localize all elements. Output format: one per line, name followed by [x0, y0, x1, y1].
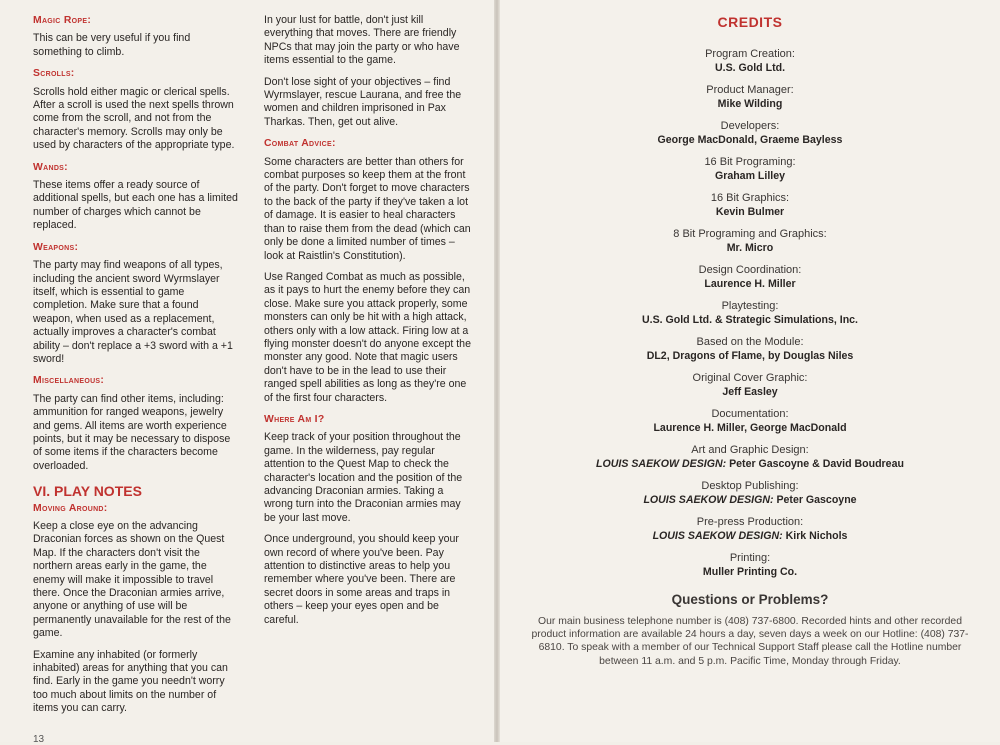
credit-entry: [500, 119, 1000, 147]
credit-name: Peter Gascoyne & David Boudreau: [729, 458, 904, 470]
credit-name-line: [500, 97, 1000, 111]
credit-entry: [500, 515, 1000, 543]
credit-role: Based on the Module:: [696, 336, 804, 348]
where-am-i-text-1: Keep track of your position throughout the game. In the wilderness, pay regular attention to the Quest Map to check the character's location and the position of the advancing Draconian armies. Taking a wrong turn into the Draconian armies may be your last move.: [264, 431, 463, 524]
credit-firm: LOUIS SAEKOW DESIGN:: [652, 530, 783, 542]
where-am-i-text-2: Once underground, you should keep your own record of where you've been. Pay attention to distinctive areas to help you remember where you've been. There are secret doors in some areas and traps in others – keep your eyes open and be careful.: [264, 533, 459, 626]
left-column-2: [264, 14, 474, 635]
credit-role: Art and Graphic Design:: [691, 444, 809, 456]
credit-name: Laurence H. Miller, George MacDonald: [653, 422, 847, 434]
page-number: 13: [33, 734, 45, 745]
credit-entry: [500, 155, 1000, 183]
credit-entry: [500, 191, 1000, 219]
credit-role: Program Creation:: [705, 48, 795, 60]
credit-role: Developers:: [720, 120, 780, 132]
credit-name: Mr. Micro: [726, 242, 774, 254]
credit-name: U.S. Gold Ltd.: [714, 62, 786, 74]
left-page: [0, 0, 497, 745]
credit-name-line: [500, 61, 1000, 75]
credit-role: 16 Bit Graphics:: [710, 192, 790, 204]
credit-role: 16 Bit Programing:: [704, 156, 796, 168]
scrolls-text: Scrolls hold either magic or clerical spells. After a scroll is used the next spells thrown come from the scroll, and not from the character's memory. Scrolls may only be used by characters of the appropriate type.: [33, 85, 235, 152]
weapons-heading: Weapons:: [33, 241, 79, 253]
credit-role: 8 Bit Programing and Graphics:: [673, 228, 827, 240]
combat-advice-heading: Combat Advice:: [264, 138, 336, 150]
credit-entry: [500, 227, 1000, 255]
credit-role: Design Coordination:: [698, 264, 802, 276]
credit-firm: LOUIS SAEKOW DESIGN:: [596, 458, 727, 470]
credit-name-line: [500, 493, 1000, 507]
credit-role: Documentation:: [711, 408, 789, 420]
left-column-1: [33, 14, 241, 724]
miscellaneous-heading: Miscellaneous:: [33, 375, 105, 387]
magic-rope-text: This can be very useful if you find something to climb.: [33, 32, 191, 58]
credit-name-line: [500, 277, 1000, 291]
weapons-text: The party may find weapons of all types, including the ancient sword Wyrmslayer itself, which is essential to game completion. Make sure that a found weapon, when used as a replacement, actually improves a character's combat ability – don't replace a +3 sword with a +1 sword!: [33, 259, 233, 365]
credit-name: Mike Wilding: [717, 98, 783, 110]
credit-entry: [500, 407, 1000, 435]
credit-entry: [500, 47, 1000, 75]
questions-text: Our main business telephone number is (408) 737-6800. Recorded hints and other recorded product information are available 24 hours a day, seven days a week on our Hotline: (408) 737-6810. To speak with a member of our Technical Support Staff please call the Hotline number between 11 a.m. and 5 p.m. Pacific Time, Monday through Friday.: [531, 616, 969, 667]
credits-title: CREDITS: [717, 14, 783, 30]
questions-title: Questions or Problems?: [671, 592, 829, 607]
battle-lust-text: In your lust for battle, don't just kill everything that moves. There are friendly NPCs that may join the party or who have items essential to the game.: [264, 14, 460, 67]
miscellaneous-text: The party can find other items, including: ammunition for ranged weapons, jewelry and gems. All items are worth experience points, but it may be necessary to dispose of some items if the characters become overloaded.: [33, 392, 231, 472]
credit-role: Pre-press Production:: [696, 516, 804, 528]
moving-around-text-2: Examine any inhabited (or formerly inhabited) areas for anything that you can find. Early in the game you needn't worry too much about limits on the number of items you can carry.: [33, 648, 228, 715]
credit-name: George MacDonald, Graeme Bayless: [657, 134, 843, 146]
credit-role: Playtesting:: [721, 300, 779, 312]
combat-advice-text-2: Use Ranged Combat as much as possible, as it pays to hurt the enemy before they can close. Make sure you attack properly, some monsters can only be hit with a high attack, others only with a low attack. Firing low at a flying monster doesn't do anyone except the monster any good. Note that magic users don't have to be in the lead to use their ranged spell abilities as long as they're one of the first four characters.: [264, 270, 471, 404]
moving-around-text-1: Keep a close eye on the advancing Draconian forces as shown on the Quest Map. If the characters don't visit the northern areas early in the game, the enemy will make it impossible to travel there. Once the Draconian armies arrive, anyone or anything of use will be permanently unavailable for the rest of the game.: [33, 520, 231, 640]
magic-rope-heading: Magic Rope:: [33, 15, 92, 26]
credit-role: Product Manager:: [706, 84, 794, 96]
credit-name-line: [500, 565, 1000, 579]
credit-name-line: [500, 313, 1000, 327]
credit-name-line: [500, 205, 1000, 219]
credit-entry: [500, 83, 1000, 111]
credit-name: Jeff Easley: [722, 386, 778, 398]
credit-name-line: [500, 169, 1000, 183]
credit-entry: [500, 299, 1000, 327]
credit-entry: [500, 551, 1000, 579]
credit-name-line: [500, 385, 1000, 399]
credit-entry: [500, 371, 1000, 399]
credit-role: Original Cover Graphic:: [692, 372, 808, 384]
credit-name: Kevin Bulmer: [715, 206, 785, 218]
credit-name: Kirk Nichols: [785, 530, 848, 542]
moving-around-heading: Moving Around:: [33, 502, 108, 514]
credit-role: Desktop Publishing:: [701, 480, 799, 492]
credit-name: Peter Gascoyne: [776, 494, 857, 506]
credit-entry: [500, 335, 1000, 363]
credit-entry: [500, 443, 1000, 471]
play-notes-heading: VI. PLAY NOTES: [33, 483, 142, 500]
credits-section: [500, 14, 1000, 668]
combat-advice-text-1: Some characters are better than others for combat purposes so keep them at the front of the party. Don't forget to move characters to the back of the party if they've taken a lot of damage. It is easier to heal characters than to raise them from the dead (which can only be done a limited number of times – look at Raistlin's Constitution).: [264, 155, 471, 262]
credits-list: [500, 47, 1000, 579]
credit-name-line: [500, 421, 1000, 435]
credit-name: Graham Lilley: [714, 170, 786, 182]
credit-name-line: [500, 133, 1000, 147]
credit-name: DL2, Dragons of Flame, by Douglas Niles: [646, 350, 854, 362]
credit-entry: [500, 479, 1000, 507]
credit-role: Printing:: [729, 552, 771, 564]
scrolls-heading: Scrolls:: [33, 68, 75, 80]
credit-name: U.S. Gold Ltd. & Strategic Simulations, Inc.: [641, 314, 859, 326]
credit-name-line: [500, 349, 1000, 363]
credit-name: Muller Printing Co.: [702, 566, 798, 578]
where-am-i-heading: Where Am I?: [264, 413, 325, 425]
credit-firm: LOUIS SAEKOW DESIGN:: [643, 494, 774, 506]
credit-name-line: [500, 529, 1000, 543]
credit-entry: [500, 263, 1000, 291]
credit-name: Laurence H. Miller: [704, 278, 796, 290]
objectives-text: Don't lose sight of your objectives – find Wyrmslayer, rescue Laurana, and free the women and children imprisoned in Pax Tharkas. Then, get out alive.: [264, 75, 462, 128]
wands-heading: Wands:: [33, 161, 68, 173]
credit-name-line: [500, 457, 1000, 471]
wands-text: These items offer a ready source of additional spells, but each one has a limited number of charges which cannot be replaced.: [33, 179, 238, 232]
credit-name-line: [500, 241, 1000, 255]
